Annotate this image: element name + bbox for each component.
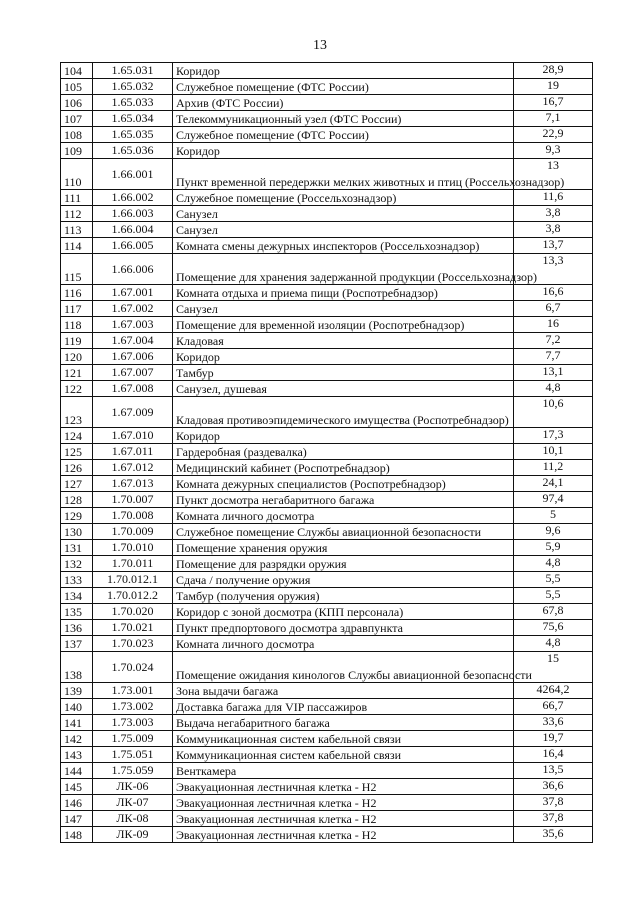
room-code-cell: 1.75.051 (93, 747, 173, 763)
room-area-cell: 19,7 (514, 731, 593, 747)
room-name-cell: Доставка багажа для VIP пассажиров (173, 699, 514, 715)
table-row (61, 159, 593, 190)
row-number-cell: 147 (61, 811, 93, 827)
room-area-cell: 13,1 (514, 365, 593, 381)
room-name-cell: Коммуникационная систем кабельной связи (173, 731, 514, 747)
room-area-cell: 15 (514, 652, 593, 683)
room-name-cell: Комната смены дежурных инспекторов (Россельхознадзор) (173, 238, 514, 254)
room-name-cell: Кладовая (173, 333, 514, 349)
row-number-cell: 140 (61, 699, 93, 715)
room-area-cell: 16,6 (514, 285, 593, 301)
table-row (61, 285, 593, 301)
table-row (61, 254, 593, 285)
room-code-cell: ЛК-07 (93, 795, 173, 811)
room-name-cell: Пункт временной передержки мелких животных и птиц (Россельхознадзор) (173, 159, 514, 190)
room-name-cell: Служебное помещение (Россельхознадзор) (173, 190, 514, 206)
room-area-cell: 11,6 (514, 190, 593, 206)
room-name-cell: Комната личного досмотра (173, 508, 514, 524)
room-code-cell: 1.70.007 (93, 492, 173, 508)
room-area-cell: 36,6 (514, 779, 593, 795)
room-name-cell: Помещение для разрядки оружия (173, 556, 514, 572)
table-row (61, 95, 593, 111)
room-area-cell: 5,5 (514, 588, 593, 604)
row-number-cell: 139 (61, 683, 93, 699)
room-area-cell: 13,3 (514, 254, 593, 285)
room-name-cell: Коридор (173, 349, 514, 365)
row-number-cell: 111 (61, 190, 93, 206)
table-row (61, 397, 593, 428)
room-code-cell: 1.70.012.2 (93, 588, 173, 604)
room-name-cell: Тамбур (173, 365, 514, 381)
room-name-cell: Архив (ФТС России) (173, 95, 514, 111)
room-code-cell: ЛК-09 (93, 827, 173, 843)
room-code-cell: 1.73.001 (93, 683, 173, 699)
room-area-cell: 33,6 (514, 715, 593, 731)
table-row (61, 222, 593, 238)
room-code-cell: 1.70.024 (93, 652, 173, 683)
table-row (61, 747, 593, 763)
room-name-cell: Медицинский кабинет (Роспотребнадзор) (173, 460, 514, 476)
room-code-cell: 1.75.009 (93, 731, 173, 747)
room-code-cell: 1.65.034 (93, 111, 173, 127)
table-row (61, 79, 593, 95)
room-area-cell: 3,8 (514, 206, 593, 222)
row-number-cell: 124 (61, 428, 93, 444)
room-area-cell: 28,9 (514, 63, 593, 79)
room-code-cell: 1.66.001 (93, 159, 173, 190)
room-code-cell: 1.65.032 (93, 79, 173, 95)
room-name-cell: Эвакуационная лестничная клетка - Н2 (173, 827, 514, 843)
room-name-cell: Эвакуационная лестничная клетка - Н2 (173, 795, 514, 811)
room-area-cell: 7,2 (514, 333, 593, 349)
room-area-cell: 16 (514, 317, 593, 333)
room-code-cell: 1.70.011 (93, 556, 173, 572)
room-name-cell: Комната дежурных специалистов (Роспотребнадзор) (173, 476, 514, 492)
row-number-cell: 138 (61, 652, 93, 683)
room-name-cell: Коммуникационная систем кабельной связи (173, 747, 514, 763)
room-code-cell: 1.66.005 (93, 238, 173, 254)
room-code-cell: 1.67.007 (93, 365, 173, 381)
room-area-cell: 9,3 (514, 143, 593, 159)
table-row (61, 588, 593, 604)
room-name-cell: Венткамера (173, 763, 514, 779)
row-number-cell: 136 (61, 620, 93, 636)
room-name-cell: Комната отдыха и приема пищи (Роспотребнадзор) (173, 285, 514, 301)
row-number-cell: 114 (61, 238, 93, 254)
table-row (61, 111, 593, 127)
table-row (61, 508, 593, 524)
table-row (61, 652, 593, 683)
table-row (61, 317, 593, 333)
row-number-cell: 107 (61, 111, 93, 127)
room-name-cell: Санузел (173, 301, 514, 317)
room-code-cell: 1.67.013 (93, 476, 173, 492)
room-area-cell: 24,1 (514, 476, 593, 492)
table-row (61, 349, 593, 365)
rooms-table-body (61, 63, 593, 843)
row-number-cell: 125 (61, 444, 93, 460)
room-code-cell: 1.67.001 (93, 285, 173, 301)
table-row (61, 206, 593, 222)
table-row (61, 238, 593, 254)
row-number-cell: 132 (61, 556, 93, 572)
room-code-cell: ЛК-08 (93, 811, 173, 827)
row-number-cell: 110 (61, 159, 93, 190)
table-row (61, 731, 593, 747)
room-code-cell: ЛК-06 (93, 779, 173, 795)
room-code-cell: 1.70.010 (93, 540, 173, 556)
room-code-cell: 1.70.020 (93, 604, 173, 620)
room-code-cell: 1.65.035 (93, 127, 173, 143)
room-area-cell: 16,4 (514, 747, 593, 763)
row-number-cell: 143 (61, 747, 93, 763)
table-row (61, 524, 593, 540)
table-row (61, 143, 593, 159)
table-row (61, 301, 593, 317)
room-area-cell: 9,6 (514, 524, 593, 540)
table-row (61, 381, 593, 397)
table-row (61, 636, 593, 652)
room-area-cell: 5 (514, 508, 593, 524)
room-name-cell: Зона выдачи багажа (173, 683, 514, 699)
table-row (61, 444, 593, 460)
room-area-cell: 4,8 (514, 381, 593, 397)
room-area-cell: 37,8 (514, 811, 593, 827)
row-number-cell: 133 (61, 572, 93, 588)
row-number-cell: 135 (61, 604, 93, 620)
row-number-cell: 144 (61, 763, 93, 779)
row-number-cell: 134 (61, 588, 93, 604)
room-name-cell: Кладовая противоэпидемического имущества (Роспотребнадзор) (173, 397, 514, 428)
table-row (61, 604, 593, 620)
room-code-cell: 1.70.008 (93, 508, 173, 524)
row-number-cell: 113 (61, 222, 93, 238)
room-area-cell: 4,8 (514, 636, 593, 652)
room-name-cell: Гардеробная (раздевалка) (173, 444, 514, 460)
row-number-cell: 141 (61, 715, 93, 731)
table-row (61, 540, 593, 556)
table-row (61, 127, 593, 143)
room-area-cell: 13,5 (514, 763, 593, 779)
room-name-cell: Выдача негабаритного багажа (173, 715, 514, 731)
room-area-cell: 75,6 (514, 620, 593, 636)
room-code-cell: 1.66.006 (93, 254, 173, 285)
room-area-cell: 67,8 (514, 604, 593, 620)
room-code-cell: 1.66.004 (93, 222, 173, 238)
room-code-cell: 1.73.002 (93, 699, 173, 715)
room-name-cell: Санузел (173, 206, 514, 222)
room-name-cell: Помещение хранения оружия (173, 540, 514, 556)
room-area-cell: 13 (514, 159, 593, 190)
room-code-cell: 1.67.008 (93, 381, 173, 397)
room-area-cell: 5,5 (514, 572, 593, 588)
room-name-cell: Сдача / получение оружия (173, 572, 514, 588)
table-row (61, 190, 593, 206)
room-area-cell: 3,8 (514, 222, 593, 238)
room-code-cell: 1.67.002 (93, 301, 173, 317)
room-name-cell: Эвакуационная лестничная клетка - Н2 (173, 811, 514, 827)
page-number: 13 (313, 38, 327, 53)
room-code-cell: 1.67.003 (93, 317, 173, 333)
table-row (61, 620, 593, 636)
room-area-cell: 19 (514, 79, 593, 95)
room-name-cell: Санузел (173, 222, 514, 238)
row-number-cell: 119 (61, 333, 93, 349)
row-number-cell: 118 (61, 317, 93, 333)
room-area-cell: 66,7 (514, 699, 593, 715)
row-number-cell: 122 (61, 381, 93, 397)
room-code-cell: 1.67.009 (93, 397, 173, 428)
room-code-cell: 1.65.031 (93, 63, 173, 79)
table-row (61, 333, 593, 349)
room-area-cell: 35,6 (514, 827, 593, 843)
table-row (61, 556, 593, 572)
table-row (61, 811, 593, 827)
row-number-cell: 105 (61, 79, 93, 95)
row-number-cell: 112 (61, 206, 93, 222)
row-number-cell: 142 (61, 731, 93, 747)
row-number-cell: 129 (61, 508, 93, 524)
room-code-cell: 1.67.004 (93, 333, 173, 349)
row-number-cell: 128 (61, 492, 93, 508)
room-name-cell: Тамбур (получения оружия) (173, 588, 514, 604)
room-name-cell: Служебное помещение Службы авиационной безопасности (173, 524, 514, 540)
room-area-cell: 22,9 (514, 127, 593, 143)
room-code-cell: 1.73.003 (93, 715, 173, 731)
room-area-cell: 10,1 (514, 444, 593, 460)
room-code-cell: 1.66.002 (93, 190, 173, 206)
room-code-cell: 1.70.009 (93, 524, 173, 540)
row-number-cell: 104 (61, 63, 93, 79)
room-name-cell: Коридор (173, 428, 514, 444)
row-number-cell: 121 (61, 365, 93, 381)
room-code-cell: 1.75.059 (93, 763, 173, 779)
room-name-cell: Телекоммуникационный узел (ФТС России) (173, 111, 514, 127)
table-row (61, 63, 593, 79)
room-name-cell: Служебное помещение (ФТС России) (173, 79, 514, 95)
room-area-cell: 97,4 (514, 492, 593, 508)
row-number-cell: 116 (61, 285, 93, 301)
row-number-cell: 137 (61, 636, 93, 652)
row-number-cell: 123 (61, 397, 93, 428)
row-number-cell: 146 (61, 795, 93, 811)
table-row (61, 763, 593, 779)
table-row (61, 492, 593, 508)
room-name-cell: Помещение для временной изоляции (Роспотребнадзор) (173, 317, 514, 333)
room-code-cell: 1.67.010 (93, 428, 173, 444)
room-name-cell: Помещение для хранения задержанной продукции (Россельхознадзор) (173, 254, 514, 285)
room-name-cell: Коридор с зоной досмотра (КПП персонала) (173, 604, 514, 620)
row-number-cell: 148 (61, 827, 93, 843)
row-number-cell: 131 (61, 540, 93, 556)
room-area-cell: 11,2 (514, 460, 593, 476)
room-code-cell: 1.65.033 (93, 95, 173, 111)
row-number-cell: 106 (61, 95, 93, 111)
table-row (61, 715, 593, 731)
row-number-cell: 109 (61, 143, 93, 159)
table-row (61, 827, 593, 843)
room-name-cell: Коридор (173, 143, 514, 159)
room-area-cell: 17,3 (514, 428, 593, 444)
room-area-cell: 37,8 (514, 795, 593, 811)
room-code-cell: 1.67.006 (93, 349, 173, 365)
room-name-cell: Пункт предпортового досмотра здравпункта (173, 620, 514, 636)
room-code-cell: 1.66.003 (93, 206, 173, 222)
room-area-cell: 13,7 (514, 238, 593, 254)
table-row (61, 428, 593, 444)
table-row (61, 460, 593, 476)
table-row (61, 365, 593, 381)
room-area-cell: 5,9 (514, 540, 593, 556)
table-row (61, 683, 593, 699)
table-row (61, 779, 593, 795)
table-row (61, 572, 593, 588)
room-name-cell: Служебное помещение (ФТС России) (173, 127, 514, 143)
table-row (61, 699, 593, 715)
room-name-cell: Пункт досмотра негабаритного багажа (173, 492, 514, 508)
table-row (61, 476, 593, 492)
room-code-cell: 1.70.023 (93, 636, 173, 652)
room-area-cell: 16,7 (514, 95, 593, 111)
room-name-cell: Помещение ожидания кинологов Службы авиационной безопасности (173, 652, 514, 683)
row-number-cell: 145 (61, 779, 93, 795)
room-area-cell: 6,7 (514, 301, 593, 317)
row-number-cell: 117 (61, 301, 93, 317)
room-code-cell: 1.65.036 (93, 143, 173, 159)
room-name-cell: Санузел, душевая (173, 381, 514, 397)
room-area-cell: 10,6 (514, 397, 593, 428)
room-area-cell: 4264,2 (514, 683, 593, 699)
room-area-cell: 7,1 (514, 111, 593, 127)
row-number-cell: 130 (61, 524, 93, 540)
row-number-cell: 126 (61, 460, 93, 476)
room-code-cell: 1.70.021 (93, 620, 173, 636)
room-area-cell: 4,8 (514, 556, 593, 572)
room-name-cell: Комната личного досмотра (173, 636, 514, 652)
room-code-cell: 1.67.011 (93, 444, 173, 460)
row-number-cell: 115 (61, 254, 93, 285)
rooms-table (60, 62, 593, 843)
row-number-cell: 120 (61, 349, 93, 365)
table-row (61, 795, 593, 811)
room-code-cell: 1.67.012 (93, 460, 173, 476)
room-area-cell: 7,7 (514, 349, 593, 365)
room-code-cell: 1.70.012.1 (93, 572, 173, 588)
room-name-cell: Коридор (173, 63, 514, 79)
row-number-cell: 108 (61, 127, 93, 143)
row-number-cell: 127 (61, 476, 93, 492)
room-name-cell: Эвакуационная лестничная клетка - Н2 (173, 779, 514, 795)
